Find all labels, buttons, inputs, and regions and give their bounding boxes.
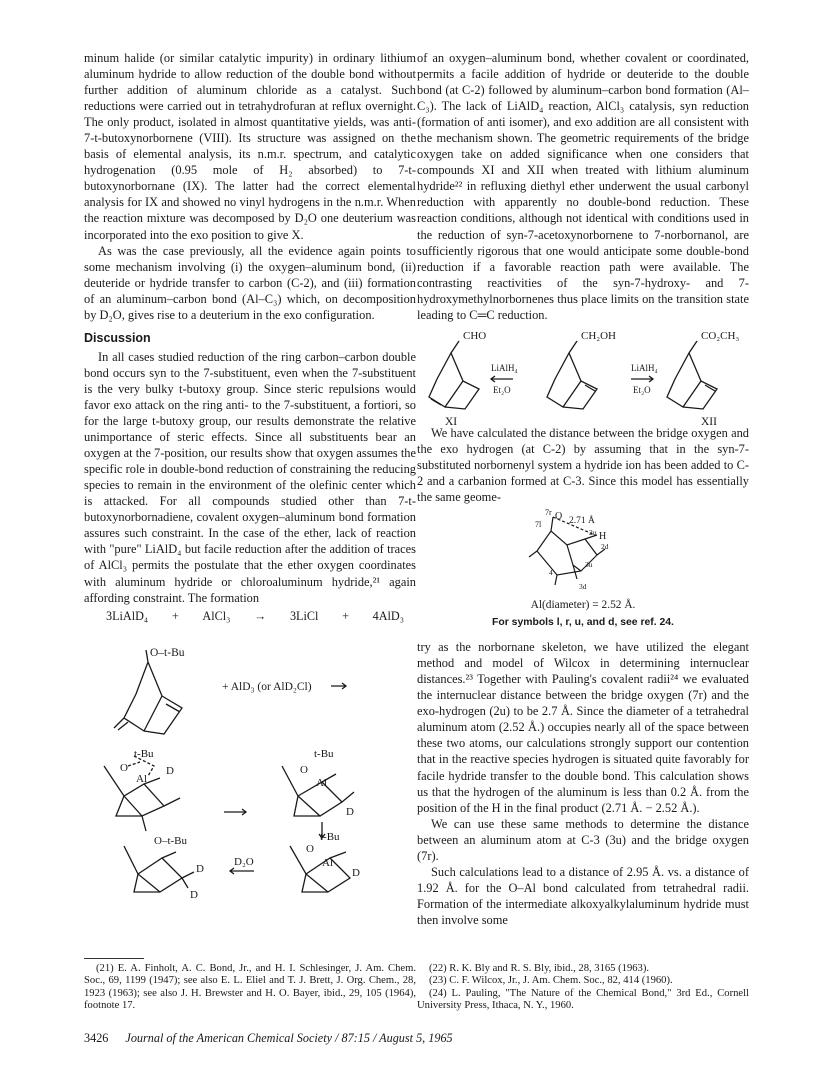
t-butyl-label: t-Bu [134,747,154,760]
figure-caption: For symbols l, r, u, and d, see ref. 24. [492,617,674,629]
position-label: 7l [535,520,542,530]
paragraph: We can use these same methods to determine the distance between an aluminum atom at C-3 (3u) and the bridge oxygen (7r). [417,816,749,863]
footnote-rule [84,958,144,959]
eq-term: 4AlD₃ [372,608,404,623]
ester-label: CO₂CH₃ [701,329,740,342]
eq-term: 3LiAlD₄ [106,608,149,623]
position-label: 2u [589,528,597,538]
scheme-xi-xii [417,323,749,428]
oxygen-label: O [306,842,314,855]
compound-label-xii: XII [701,415,717,428]
deuterium-label: D [196,862,204,875]
deuterium-label: D [166,764,174,777]
aluminum-label: Al [136,772,147,785]
position-label: 4 [549,568,553,578]
position-label: 3u [585,560,593,570]
oxygen-label: O [555,511,563,523]
reagent-label: LiAlH₄ [491,362,518,373]
position-label: 7r [545,508,552,518]
eq-term: 3LiCl [289,608,319,623]
t-butoxy-label: O–t-Bu [150,646,185,659]
footnotes-left [84,963,416,1013]
oxygen-label: O [300,763,308,776]
solvent-label: Et₂O [633,384,651,395]
eq-term: + [171,608,179,623]
paragraph: As was the case previously, all the evidence again points to some mechanism involving (i) the oxygen–aluminum bond, (ii) deuteride or hydride transfer to carbon (C-2), and (iii) formation of an aluminum–carbon bond (Al–C₃) which, on decomposition by D₂O, gives rise to a deuterium in the exo configuration. [84,243,416,322]
paragraph: Such calculations lead to a distance of 2.95 Å. vs. a distance of 1.92 Å. for the O–Al bond calculated from tetrahedral radii. Formation of the intermediate alkoxyalkylaluminum hydride must then involve some [417,864,749,927]
figure-caption: Al(diameter) = 2.52 Å. [530,599,636,612]
page-number: 3426 [84,1031,109,1045]
deuterium-label: D [352,866,360,879]
left-column [84,50,416,908]
paragraph: minum halide (or similar catalytic impurity) in ordinary lithium aluminum hydride to allow reduction of the double bond without further addition of aluminum chloride as a catalyst. Such reductions were carried out in tetrahydrofuran at reflux overnight. The only product, isolated in almost quantitative yields, was anti-7-t-butoxynorbornene (VIII). Its structure was assigned on the basis of elemental analysis, its n.m.r. spectrum, and catalytic hydrogenation (0.95 mole of H₂ absorbed) to 7-t-butoxynorbornane (IX). The latter had the correct elemental analysis for IX and showed no vinyl hydrogens in the n.m.r. When the reaction mixture was decomposed by D₂O one deuterium was incorporated into the exo position to give X. [84,51,416,242]
distance-model-figure [417,505,749,595]
oxygen-label: O [120,761,128,774]
position-label: 3d [579,582,587,592]
eq-term: + [342,608,349,623]
d2o-label: D₂O [234,855,254,868]
aldehyde-label: CHO [463,329,487,342]
paragraph: of an oxygen–aluminum bond, whether covalent or coordinated, permits a facile addition of hydride or deuteride to the double bond (at C-2) followed by aluminum–carbon bond formation (Al–C₃). The lack of LiAlD₄ reaction, AlCl₃ catalysis, syn reduction (formation of anti isomer), and exo addition are all consistent with the mechanism shown. The geometric requirements of the bridge oxygen take on added significance when one considers that compounds XI and XII when treated with lithium aluminum hydride²² in refluxing diethyl ether underwent the usual carbonyl reduction with apparently no double-bond reduction. These reaction conditions, although not identical with conditions used in the reduction of syn-7-acetoxynorbornene to 7-norbornanol, are sufficiently rigorous that one would anticipate some double-bond reduction if a favorable reaction path were available. The contrasting reactivities of the syn-7-hydroxy- and 7-hydroxymethylnorbornenes thus place limits on the transition state leading to C═C reduction. [417,51,749,322]
position-label: 2d [601,542,609,552]
footnotes-right [417,963,749,1013]
reagent-label: LiAlH₄ [631,362,658,373]
paragraph: We have calculated the distance between the bridge oxygen and the exo hydrogen (at C-2) by assuming that in the syn-7-substituted norbornenyl system a hydride ion has been added to C-2 and a carbanion formed at C-3. Since this model has essentially the same geome- [417,425,749,504]
hydroxymethyl-label: CH₂OH [581,329,617,342]
deuterium-label: D [190,888,198,901]
t-butoxy-label: O–t-Bu [154,834,187,847]
deuterium-label: D [346,805,354,818]
section-heading: Discussion [84,330,151,345]
right-column [417,50,749,928]
t-butyl-label: t-Bu [314,747,334,760]
journal-citation: Journal of the American Chemical Society / 87:15 / August 5, 1965 [125,1031,453,1045]
paragraph: In all cases studied reduction of the ring carbon–carbon double bond occurs syn to the 7-substituent, even when the 7-substituent is the very bulky t-butoxy group. Since steric repulsions would favor exo attack on the ring anti- to the 7-substituent, a fortiori, so for the large t-butoxy group, our results demonstrate the relative unimportance of steric effects. Since all substituents bear an oxygen at the 7-position, our results show that oxygen assumes the specific role in double-bond reduction of constraining the reducing species to remain in the environment of the olefinic center which is attacked. For all compounds studied other than 7-t-butoxynorbornadiene, covalent oxygen–aluminum bond formation assures such constraint. In the case of the ether, lack of reaction with "pure" LiAlD₄ but facile reduction after the addition of traces of AlCl₃ permits the postulate that the ether oxygen coordinates with aluminum hydride or chloroaluminum hydride,²¹ again affording constraint. The formation [84,349,416,605]
eq-term: AlCl₃ [202,608,231,623]
aluminum-label: Al [322,856,333,869]
aluminum-label: Al [316,776,327,789]
distance-label: 2.71 Å [569,516,595,527]
solvent-label: Et₂O [493,384,511,395]
reagent-label: + AlD₃ (or AlD₂Cl) [222,680,312,693]
reaction-equation [84,606,416,626]
footnote: (21) E. A. Finholt, A. C. Bond, Jr., and H. I. Schlesinger, J. Am. Chem. Soc., 69, 1199 (1947); see also E. L. Eliel and T. J. Brett, J. Org. Chem., 28, 1923 (1963); see also J. H. Brewster and H. O. Bayer, ibid., 29, 105 (1964), footnote 17. [84,963,416,1012]
t-butyl-label: t-Bu [320,830,340,843]
footnote: (23) C. F. Wilcox, Jr., J. Am. Chem. Soc., 82, 414 (1960). [429,975,673,987]
eq-term: → [254,608,267,623]
footnote: (22) R. K. Bly and R. S. Bly, ibid., 28, 3165 (1963). [429,963,650,974]
reaction-mechanism-scheme [84,626,416,908]
compound-label-xi: XI [445,415,458,428]
footnote: (24) L. Pauling, "The Nature of the Chemical Bond," 3rd Ed., Cornell University Press, Ithaca, N. Y., 1960. [417,987,749,1012]
hydrogen-label: H [599,531,607,543]
page-footer [84,1031,453,1046]
paragraph: try as the norbornane skeleton, we have utilized the elegant method and model of Wilcox in determining internuclear distances.²³ Together with Pauling's covalent radii²⁴ we evaluated the internuclear distance between the bridge oxygen (7r) and the exo-hydrogen (2u) to be 2.7 Å. Since the diameter of a tetrahedral aluminum atom (2.52 Å.) occupies nearly all of the space between these two atoms, our calculations strongly support our contention that in the reactive species hydrogen is situated quite favorably for facile hydride transfer to the double bond. This calculation shows us that the hydrogen of the aluminum is less than 0.2 Å. from the position of the H in the final product (2.71 Å. − 2.52 Å.). [417,640,749,815]
